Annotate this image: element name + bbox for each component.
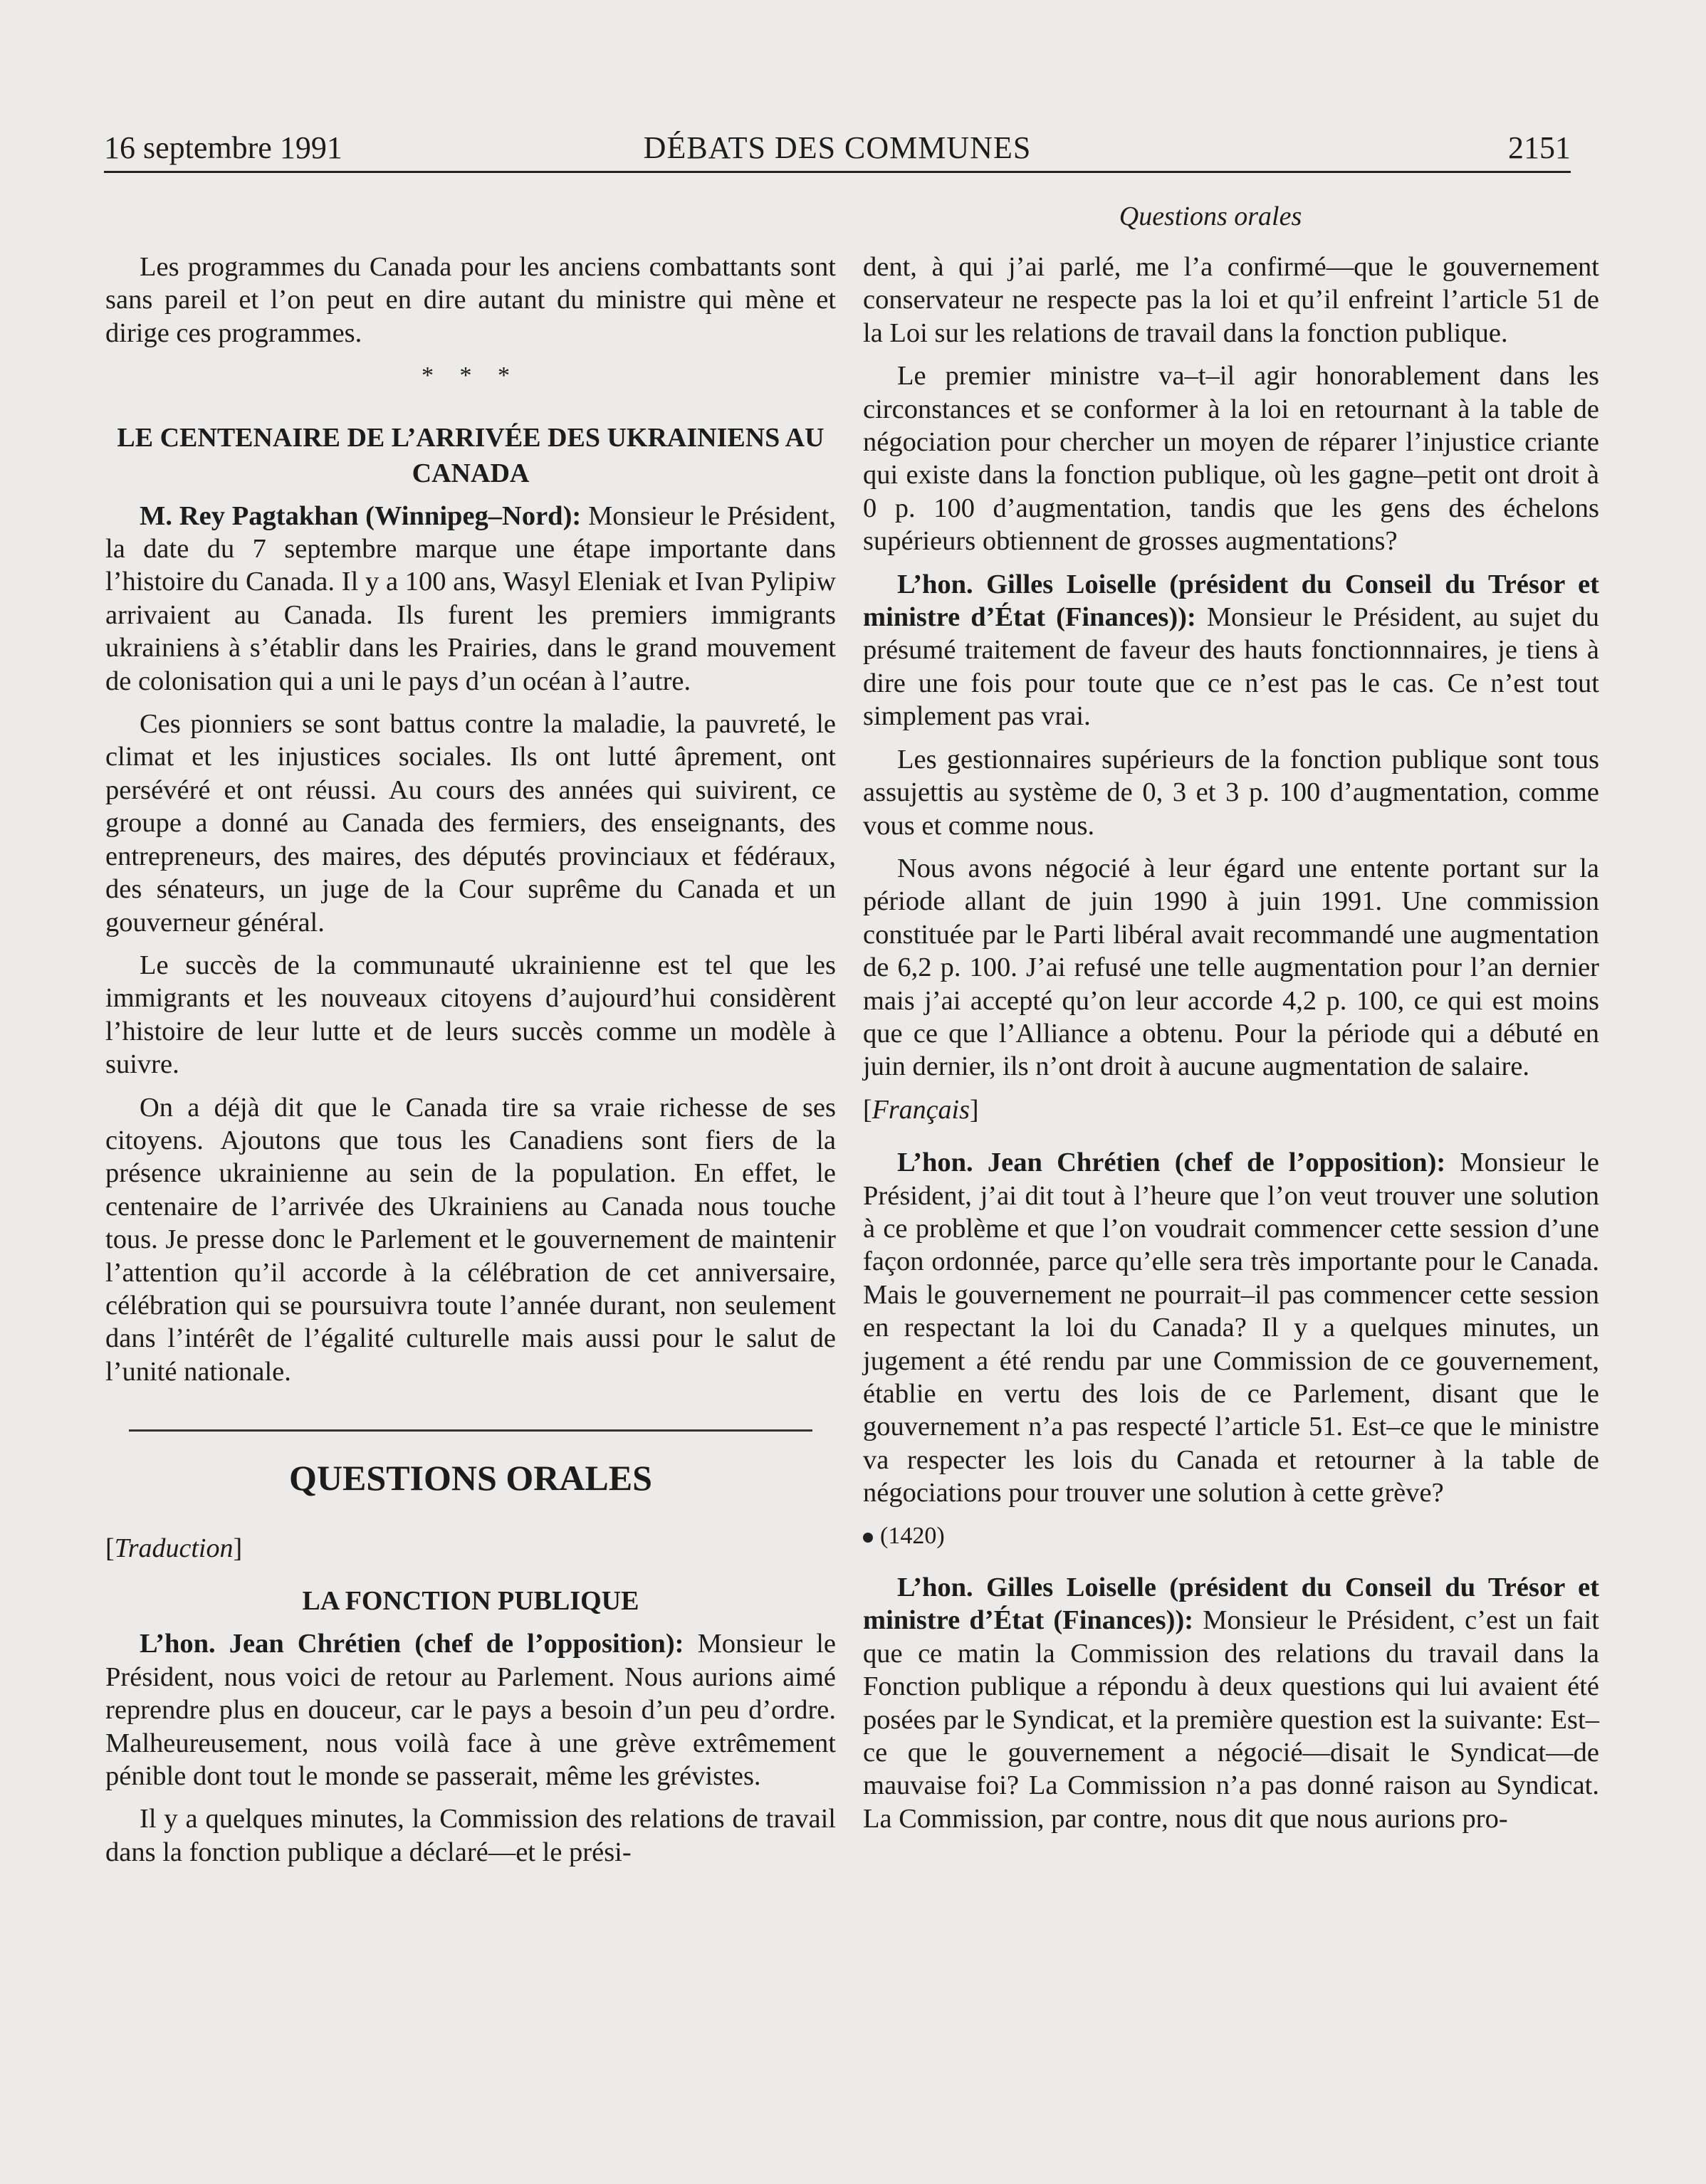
paragraph: Ces pionniers se sont battus contre la maladie, la pauvreté, le climat et les injustices sociales. Ils ont lutté âprement, ont persévéré et ont réussi. Au cours des années qui suivirent, ce groupe a donné au Canada des fermiers, des enseignants, des entrepreneurs, des maires, des députés provinciaux et fédéraux, des sénateurs, un juge de la Cour suprême du Canada et un gouverneur général. (105, 709, 836, 938)
section-label: Questions orales (1119, 201, 1302, 231)
speaker-name: L’hon. Jean Chrétien (chef de l’opposition): (897, 1148, 1446, 1178)
paragraph: On a déjà dit que le Canada tire sa vraie richesse de ses citoyens. Ajoutons que tous les Canadiens sont fiers de la présence ukrainienne au sein de la population. En effet, le centenaire de l’arrivée des Ukrainiens au Canada nous touche tous. Je presse donc le Parlement et le gouvernement de maintenir l’attention qu’il accorde à la célébration de cet anniversaire, célébration qui se poursuivra toute l’année durant, non seulement dans l’intérêt de l’égalité culturelle mais aussi pour le salut de l’unité nationale. (105, 1092, 836, 1387)
right-column (863, 251, 1599, 1845)
paragraph: Il y a quelques minutes, la Commission des relations de travail dans la fonction publique a déclaré—et le prési- (105, 1804, 836, 1867)
section-divider (129, 1429, 812, 1432)
speech-text: Monsieur le Président, au sujet du présumé traitement de faveur des hauts fonctionnnaires, je tiens à dire une fois pour toute que ce n’est pas le cas. Ce n’est tout simplement pas vrai. (863, 602, 1599, 732)
page-number: 2151 (1508, 130, 1571, 165)
bullet-icon (863, 1533, 873, 1543)
paragraph (105, 1627, 836, 1792)
language-tag: [Français] (863, 1094, 979, 1125)
speaker-name: M. Rey Pagtakhan (Winnipeg–Nord): (140, 500, 582, 531)
statement-headline: LE CENTENAIRE DE L’ARRIVÉE DES UKRAINIENS AU CANADA (117, 422, 825, 488)
paragraph: Les programmes du Canada pour les anciens combattants sont sans pareil et l’on peut en dire autant du ministre qui mène et dirige ces programmes. (105, 252, 836, 348)
section-heading: QUESTIONS ORALES (289, 1458, 652, 1498)
header-title: DÉBATS DES COMMUNES (643, 130, 1032, 165)
paragraph (863, 568, 1599, 733)
speech-text: Monsieur le Président, nous voici de retour au Parlement. Nous aurions aimé reprendre plus en douceur, car le pays a besoin d’un peu d’ordre. Malheureusement, nous voilà face à une grève extrêmement pénible dont tout le monde se passerait, même les grévistes. (105, 1629, 836, 1792)
time-marker: (1420) (863, 1520, 1599, 1553)
paragraph: dent, à qui j’ai parlé, me l’a confirmé—que le gouvernement conservateur ne respecte pas la loi et qu’il enfreint l’article 51 de la Loi sur les relations de travail dans la fonction publique. (863, 252, 1599, 348)
subject-heading: LA FONCTION PUBLIQUE (302, 1586, 639, 1616)
paragraph: Les gestionnaires supérieurs de la fonction publique sont tous assujettis au système de 0, 3 et 3 p. 100 d’augmentation, comme vous et comme nous. (863, 744, 1599, 841)
paragraph (105, 500, 836, 698)
speech-text: Monsieur le Président, c’est un fait que ce matin la Commission des relations du travail dans la Fonction publique a répondu à deux questions qui lui avaient été posées par le Syndicat, et la première question est la suivante: Est–ce que le gouvernement a négocié—disait le Syndicat—de mauvaise foi? La Commission n’a pas donné raison au Syndicat. La Commission, par contre, nous dit que nous aurions pro- (863, 1605, 1599, 1834)
paragraph: Le succès de la communauté ukrainienne est tel que les immigrants et les nouveaux citoyens d’aujourd’hui considèrent l’histoire de leur lutte et de leurs succès comme un modèle à suivre. (105, 950, 836, 1080)
speaker-name: L’hon. Jean Chrétien (chef de l’opposition): (140, 1629, 684, 1659)
paragraph (863, 1146, 1599, 1509)
language-tag: [Traduction] (105, 1533, 243, 1563)
paragraph (863, 1571, 1599, 1835)
speaker-name: L’hon. Gilles Loiselle (président du Conseil du Trésor et ministre d’État (Finances)): (863, 1573, 1599, 1636)
running-header (104, 125, 1571, 173)
speech-text: Monsieur le Président, j’ai dit tout à l’heure que l’on veut trouver une solution à ce problème et que l’on voudrait commencer cette session d’une façon ordonnée, parce qu’elle sera très importante pour le Canada. Mais le gouvernement ne pourrait–il pas commencer cette session en respectant la loi du Canada? Il y a quelques minutes, un jugement a été rendu par une Commission de ce gouvernement, établie en vertu des lois de ce Parlement, disant que le gouvernement n’a pas respecté l’article 51. Est–ce que le ministre va respecter les lois du Canada et retourner à la table de négociations pour trouver une solution à cette grève? (863, 1148, 1599, 1508)
speaker-name: L’hon. Gilles Loiselle (président du Conseil du Trésor et ministre d’État (Finances)): (863, 569, 1599, 633)
left-column (105, 251, 836, 1879)
paragraph: Nous avons négocié à leur égard une entente portant sur la période allant de juin 1990 à juin 1991. Une commission constituée par le Parti libéral avait recommandé une augmentation de 6,2 p. 100. J’ai refusé une telle augmentation pour l’an dernier mais j’ai accepté qu’on leur accorde 4,2 p. 100, ce qui est moins que ce que l’Alliance a obtenu. Pour la période qui a débuté en juin dernier, ils n’ont droit à aucune augmentation de salaire. (863, 853, 1599, 1082)
section-separator: * * * (422, 362, 520, 389)
header-date: 16 septembre 1991 (104, 130, 342, 165)
speech-text: Monsieur le Président, la date du 7 septembre marque une étape importante dans l’histoire du Canada. Il y a 100 ans, Wasyl Eleniak et Ivan Pylipiw arrivaient au Canada. Ils furent les premiers immigrants ukrainiens à s’établir dans les Prairies, dans le grand mouvement de colonisation qui a uni le pays d’un océan à l’autre. (105, 500, 837, 696)
paragraph: Le premier ministre va–t–il agir honorablement dans les circonstances et se conformer à la loi en retournant à la table de négociation pour chercher un moyen de réparer l’injustice criante qui existe dans la fonction publique, où les gagne–petit ont droit à 0 p. 100 d’augmentation, tandis que les gens des échelons supérieurs obtiennent de grosses augmentations? (863, 361, 1599, 557)
